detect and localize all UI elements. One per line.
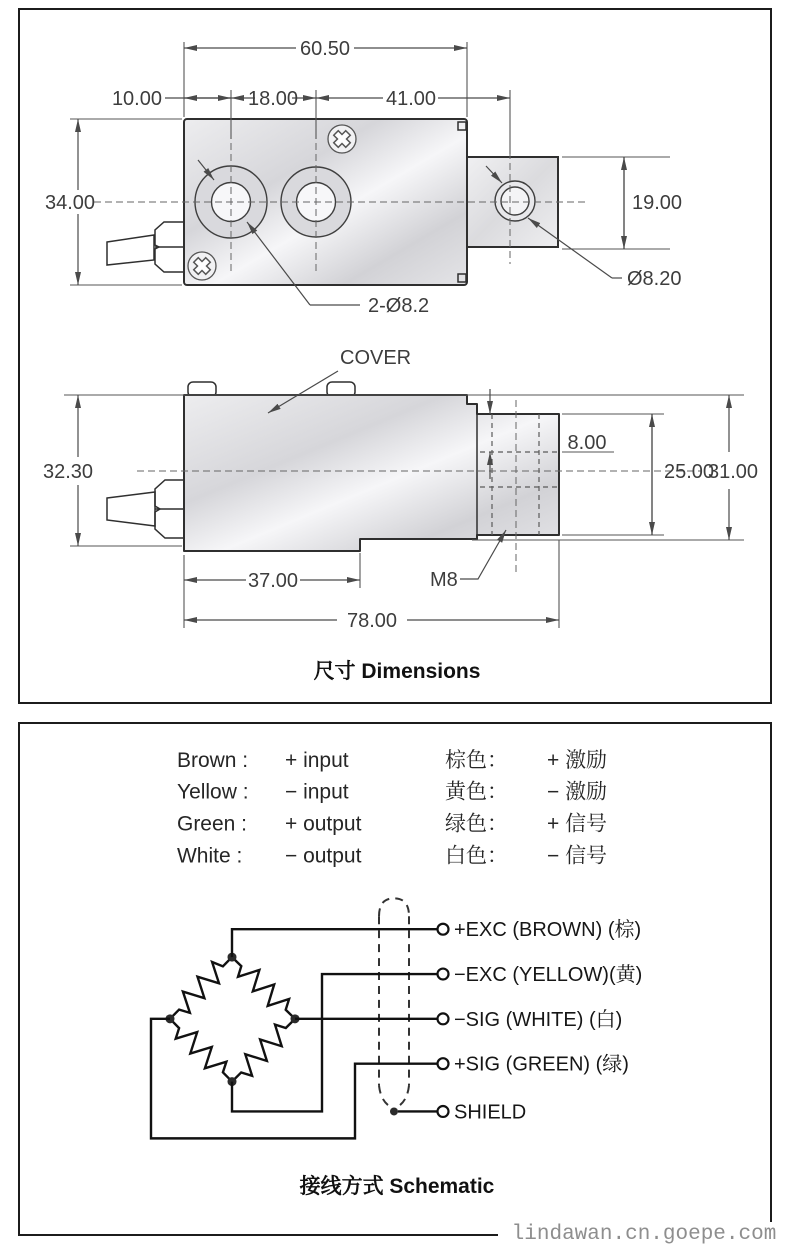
table-cell: + input <box>285 748 349 772</box>
schematic-caption: 接线方式 Schematic <box>299 1175 495 1199</box>
dim-60-50: 60.50 <box>299 38 351 60</box>
terminal-circle <box>438 1058 449 1069</box>
table-cell: − 信号 <box>547 844 608 868</box>
terminals <box>438 918 643 1123</box>
thread-label: M8 <box>430 569 458 591</box>
table-cell: + 信号 <box>547 812 608 836</box>
dimensions-panel <box>18 8 772 704</box>
terminal-label-neg-sig: −SIG (WHITE) (白) <box>454 1008 623 1031</box>
schematic-drawing <box>20 724 770 1234</box>
dim-18-00: 18.00 <box>247 88 299 110</box>
table-cell: − output <box>285 844 362 868</box>
watermark: lindawan.cn.goepe.com <box>498 1222 790 1250</box>
cable <box>107 492 155 526</box>
terminal-label-shield: SHIELD <box>454 1101 527 1124</box>
tab-hole <box>495 181 535 221</box>
dim-32-30: 32.30 <box>42 461 94 483</box>
dim-19-00: 19.00 <box>632 192 683 214</box>
resistor <box>232 957 295 1019</box>
shield-node <box>390 1107 398 1115</box>
dim-78-00: 78.00 <box>346 610 398 632</box>
dimensions-caption: 尺寸 Dimensions <box>313 660 481 683</box>
side-view <box>43 347 758 632</box>
dim-8-00: 8.00 <box>567 432 607 454</box>
resistor <box>232 1019 295 1082</box>
dim-41-00: 41.00 <box>385 88 437 110</box>
dim-31-00: 31.00 <box>707 461 759 483</box>
cable <box>107 235 154 265</box>
table-cell: Green : <box>177 812 247 836</box>
table-cell: 棕色： <box>445 748 508 772</box>
schematic-panel <box>18 722 772 1236</box>
dim-25-00: 25.00 <box>664 461 715 483</box>
table-cell: 白色： <box>445 844 508 868</box>
terminal-label-neg-exc: −EXC (YELLOW)(黄) <box>454 964 643 986</box>
wire-pos-sig <box>151 1019 437 1139</box>
dimensions-drawing <box>20 10 770 702</box>
resistor <box>170 957 232 1019</box>
terminal-circle <box>438 924 449 935</box>
phillips-screw-icon <box>328 125 356 153</box>
terminal-circle <box>438 1106 449 1117</box>
phillips-screw-icon <box>188 252 216 280</box>
terminal-circle <box>438 1013 449 1024</box>
sensor-body-side <box>184 395 559 551</box>
dim-10-00: 10.00 <box>111 88 162 110</box>
table-cell: + 激励 <box>547 748 608 772</box>
terminal-circle <box>438 969 449 980</box>
terminal-label-pos-exc: +EXC (BROWN) (棕) <box>454 919 642 942</box>
table-cell: Yellow : <box>177 780 249 804</box>
table-cell: 绿色： <box>445 812 508 836</box>
dim-37-00: 37.00 <box>247 570 299 592</box>
terminal-label-pos-sig: +SIG (GREEN) (绿) <box>454 1053 629 1076</box>
holes-diameter-label: 2-Ø8.2 <box>368 295 430 317</box>
table-cell: − 激励 <box>547 780 608 804</box>
top-view <box>45 38 682 317</box>
cover-label: COVER <box>340 347 412 369</box>
tab-hole-diameter-label: Ø8.20 <box>627 268 682 290</box>
table-cell: + output <box>285 812 362 836</box>
resistor <box>170 1019 232 1082</box>
wheatstone-bridge <box>166 953 300 1086</box>
table-cell: 黄色： <box>445 780 508 804</box>
table-cell: White : <box>177 844 243 868</box>
table-cell: Brown : <box>177 748 249 772</box>
dim-34-00: 34.00 <box>44 192 96 214</box>
wire-neg-exc <box>232 974 437 1111</box>
table-cell: − input <box>285 780 349 804</box>
wire-pos-exc <box>232 929 437 957</box>
wire-color-table <box>177 749 607 868</box>
